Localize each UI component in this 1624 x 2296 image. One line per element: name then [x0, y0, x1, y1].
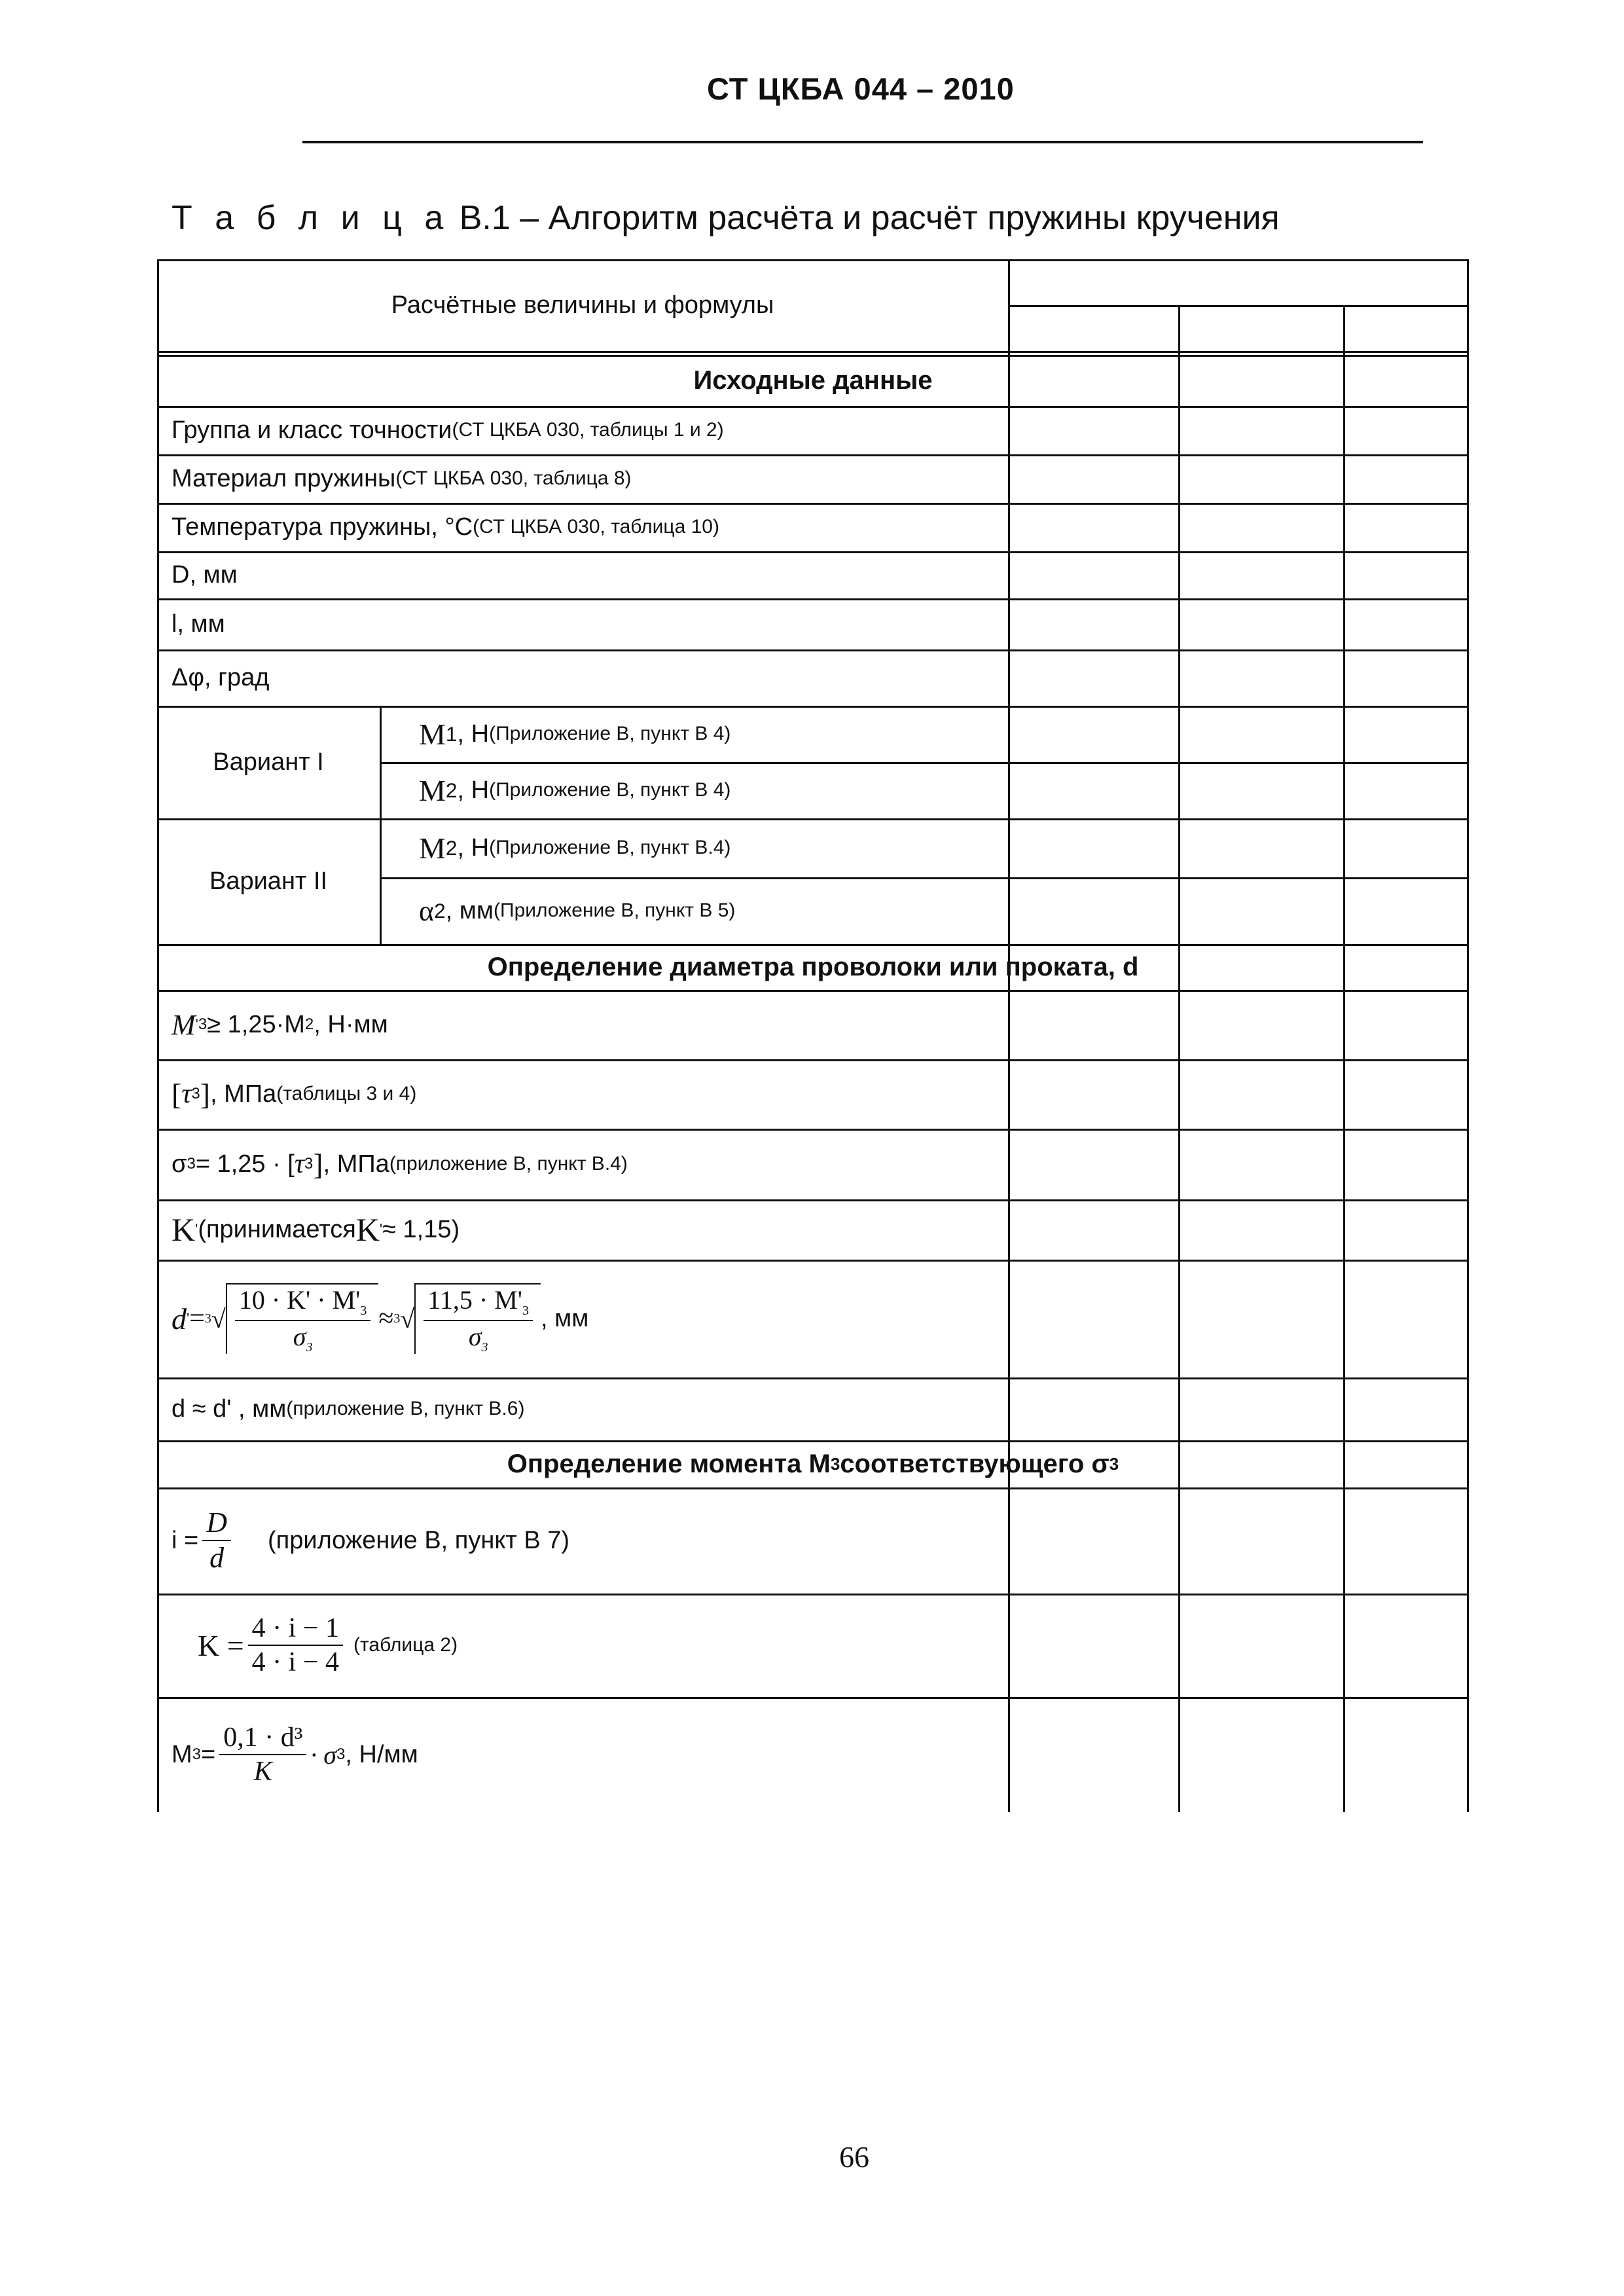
- row-d-approx: d ≈ d' , мм (приложение В, пункт В.6): [171, 1394, 525, 1423]
- row-outer-diameter: D, мм: [171, 560, 238, 589]
- row-group-class: Группа и класс точности (СТ ЦКБА 030, таблицы 1 и 2): [171, 416, 724, 444]
- column-header: Расчётные величины и формулы: [391, 291, 774, 319]
- row-angle: Δφ, град: [171, 663, 270, 691]
- row-m3-formula: M 3 = $\frac{\text{0,1 · d³}}{K}$ · σ 3 , Н/мм: [171, 1722, 418, 1787]
- row-k-prime: K ' (принимается K ' ≈ 1,15): [171, 1211, 460, 1248]
- row-variant2-m2: M 2 , Н (Приложение В, пункт В.4): [419, 831, 731, 865]
- row-index-i: i = $\frac{D}{d}$ (приложение В, пункт В 7): [171, 1506, 570, 1574]
- variant-2-label: Вариант II: [209, 867, 328, 895]
- document-code: СТ ЦКБА 044 – 2010: [707, 71, 1015, 106]
- row-temperature: Температура пружины, °С (СТ ЦКБА 030, таблица 10): [171, 513, 719, 541]
- page-number: 66: [839, 2140, 869, 2174]
- row-variant2-alpha2: α 2 , мм (Приложение В, пункт В 5): [419, 894, 736, 927]
- row-tau3: [ τ 3 ] , МПа (таблицы 3 и 4): [171, 1077, 417, 1111]
- variant-1-label: Вариант I: [213, 748, 324, 776]
- row-d-prime-formula: d ' = 3 √ $\frac{10 \cdot K' \cdot M'_3}{\sigma_3}$ ≈ 3 √ $\frac{11,5 \cdot M'_3}{\sigma_3}$ , мм: [171, 1260, 588, 1377]
- row-m3-prime: M ' 3 ≥ 1,25·M 2 , Н·мм: [171, 1008, 388, 1041]
- row-length: l, мм: [171, 610, 225, 638]
- header-rule: [302, 141, 1423, 143]
- row-k-coefficient: K = $\frac{4 \cdot i - 1}{4 \cdot i - 4}$ (таблица 2): [198, 1613, 458, 1677]
- section-wire-diameter: Определение диаметра проволоки или проката, d: [487, 952, 1139, 981]
- row-variant1-m2: M 2 , Н (Приложение В, пункт В 4): [419, 773, 731, 807]
- table-caption: [171, 198, 1280, 238]
- row-sigma3: σ 3 = 1,25 · [ τ 3 ] , МПа (приложение В, пункт В.4): [171, 1147, 628, 1181]
- caption-label: Т а б л и ц а: [171, 199, 450, 237]
- calculation-table: [157, 259, 1469, 1812]
- caption-title: В.1 – Алгоритм расчёта и расчёт пружины кручения: [450, 199, 1280, 237]
- section-initial-data: Исходные данные: [693, 365, 933, 395]
- cube-root-1: 3 √ $\frac{10 \cdot K' \cdot M'_3}{\sigma_3}$: [205, 1283, 378, 1354]
- cube-root-2: 3 √ $\frac{11,5 \cdot M'_3}{\sigma_3}$: [393, 1283, 541, 1354]
- row-material: Материал пружины (СТ ЦКБА 030, таблица 8): [171, 464, 632, 492]
- section-moment-m3: Определение момента M 3 соответствующего σ 3: [507, 1449, 1119, 1478]
- row-variant1-m1: M 1 , Н (Приложение В, пункт В 4): [419, 717, 731, 751]
